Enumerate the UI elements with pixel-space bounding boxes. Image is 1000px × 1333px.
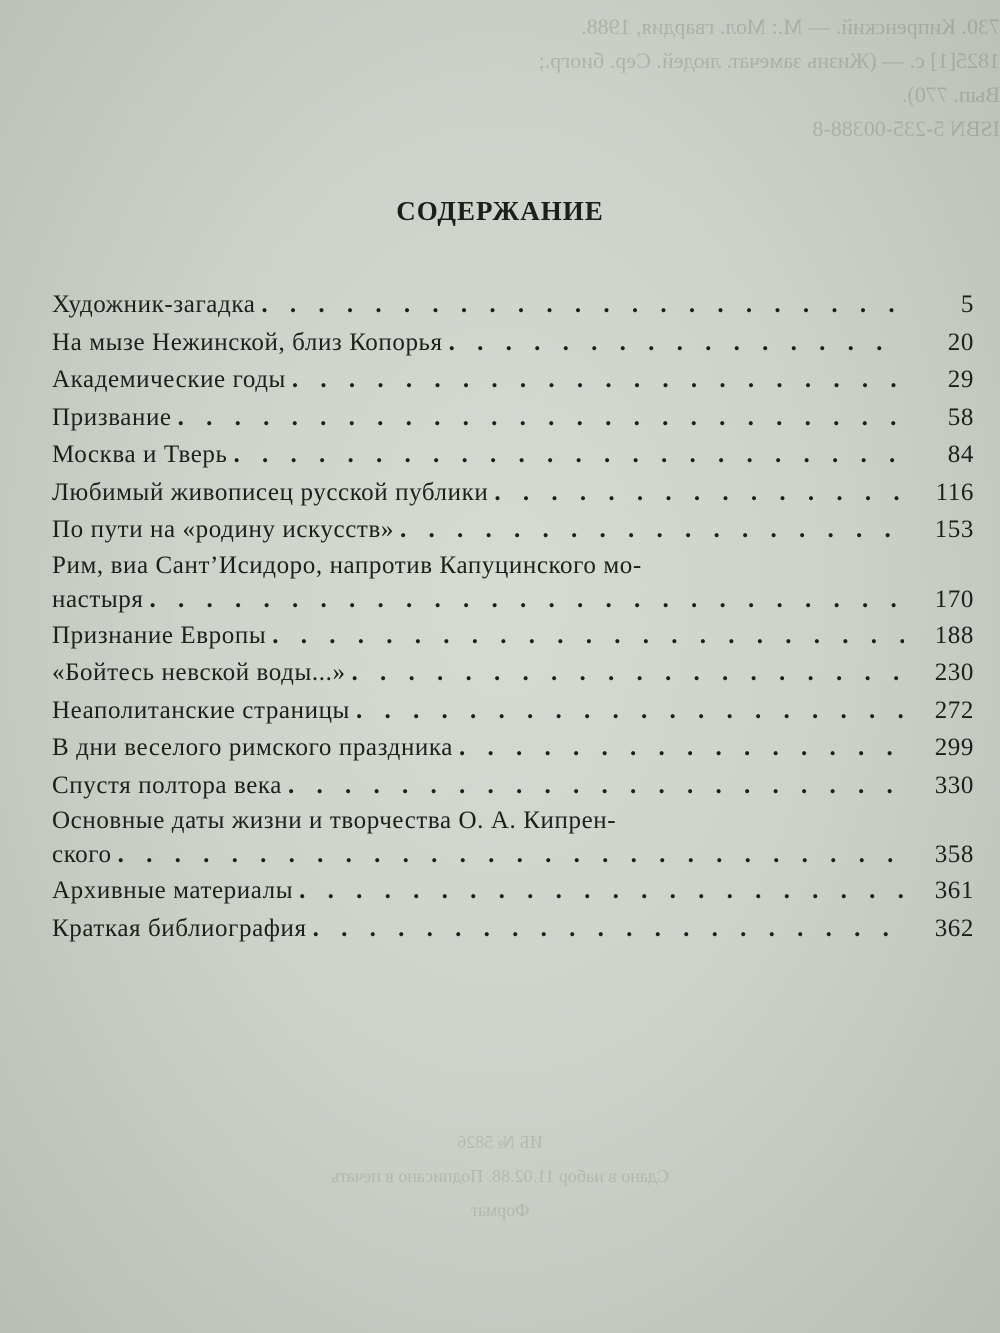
toc-entry-page: 299 bbox=[934, 734, 974, 761]
leader-dots bbox=[234, 436, 904, 474]
toc-entry bbox=[52, 767, 974, 805]
leader-dots bbox=[459, 729, 904, 767]
toc-entry-page: 20 bbox=[947, 328, 974, 356]
toc-entry-page: 188 bbox=[934, 621, 974, 649]
toc-entry-page: 58 bbox=[947, 403, 974, 431]
bleed-line: Формат bbox=[470, 1200, 530, 1220]
leader-dots bbox=[352, 654, 904, 692]
bleed-line: 730. Кипренский. — М.: Мол. гвардия, 1988. bbox=[581, 14, 1000, 39]
toc-entry-page: 153 bbox=[934, 516, 974, 543]
toc-entry-title: Художник-загадка bbox=[52, 291, 256, 318]
toc-entry bbox=[52, 872, 974, 910]
toc-entry bbox=[52, 324, 974, 362]
leader-dots bbox=[292, 361, 904, 399]
leader-dots bbox=[178, 399, 904, 437]
toc-entry bbox=[52, 436, 974, 474]
toc-entry bbox=[52, 692, 974, 730]
toc-entry bbox=[52, 399, 974, 437]
toc-entry-title: Академические годы bbox=[52, 366, 286, 393]
toc-entry-title: Признание Европы bbox=[52, 621, 267, 649]
leader-dots bbox=[288, 767, 904, 805]
leader-dots bbox=[313, 910, 904, 948]
bleed-line: Вып. 770). bbox=[901, 82, 1000, 107]
table-of-contents bbox=[52, 286, 974, 947]
toc-entry-title: В дни веселого римского праздника bbox=[52, 734, 453, 761]
toc-entry-title: «Бойтесь невской воды...» bbox=[52, 659, 346, 686]
toc-entry-title: Основные даты жизни и творчества О. А. Кипрен- bbox=[52, 807, 617, 834]
bleed-through-bottom bbox=[0, 1125, 1000, 1227]
toc-entry-title: Краткая библиография bbox=[52, 914, 307, 942]
bleed-line: ISBN 5-235-00388-8 bbox=[812, 116, 1000, 141]
leader-dots bbox=[299, 872, 904, 910]
toc-entry bbox=[52, 654, 974, 692]
leader-dots bbox=[400, 511, 904, 549]
toc-entry-page: 230 bbox=[934, 659, 974, 686]
toc-entry-page: 358 bbox=[934, 841, 974, 868]
toc-heading: СОДЕРЖАНИЕ bbox=[396, 196, 604, 226]
toc-entry-title: Любимый живописец русской публики bbox=[52, 478, 489, 506]
leader-dots bbox=[150, 583, 905, 617]
leader-dots bbox=[356, 692, 904, 730]
toc-entry-title: Рим, виа Сант’Исидоро, напротив Капуцинского мо- bbox=[52, 551, 642, 579]
toc-entry-page: 116 bbox=[935, 478, 974, 506]
bleed-line: 1825[1] с. — (Жизнь замечат. людей. Сер. биогр.; bbox=[538, 48, 1000, 73]
toc-entry-title: По пути на «родину искусств» bbox=[52, 516, 394, 543]
bleed-line: Сдано в набор 11.02.88. Подписано в печать bbox=[331, 1166, 669, 1186]
toc-entry-page: 330 bbox=[934, 771, 974, 799]
toc-entry bbox=[52, 361, 974, 399]
toc-entry bbox=[52, 617, 974, 655]
bleed-line: ИБ № 5826 bbox=[457, 1132, 543, 1152]
toc-entry-title: Призвание bbox=[52, 403, 172, 431]
toc-entry-page: 362 bbox=[934, 914, 974, 942]
bleed-through-top bbox=[0, 8, 1000, 144]
toc-entry-page: 5 bbox=[960, 291, 974, 318]
toc-entry-page: 170 bbox=[934, 585, 974, 613]
toc-entry-page: 84 bbox=[947, 441, 974, 468]
toc-entry-title-continued: ского bbox=[52, 841, 112, 868]
toc-entry-page: 361 bbox=[934, 877, 974, 904]
leader-dots bbox=[272, 617, 904, 655]
toc-entry bbox=[52, 729, 974, 767]
toc-entry-title: Архивные материалы bbox=[52, 877, 294, 904]
toc-entry bbox=[52, 804, 974, 872]
toc-entry-title: Москва и Тверь bbox=[52, 441, 228, 468]
toc-entry-title: Неаполитанские страницы bbox=[52, 696, 350, 724]
leader-dots bbox=[449, 324, 904, 362]
toc-entry bbox=[52, 474, 974, 512]
toc-entry bbox=[52, 549, 974, 617]
toc-entry-page: 272 bbox=[934, 696, 974, 724]
toc-entry bbox=[52, 286, 974, 324]
toc-entry-page: 29 bbox=[947, 366, 974, 393]
toc-entry-title-continued: настыря bbox=[52, 585, 144, 613]
toc-entry bbox=[52, 910, 974, 948]
toc-entry bbox=[52, 511, 974, 549]
leader-dots bbox=[261, 286, 904, 324]
leader-dots bbox=[118, 838, 904, 872]
leader-dots bbox=[494, 474, 904, 512]
toc-entry-title: Спустя полтора века bbox=[52, 771, 282, 799]
toc-entry-title: На мызе Нежинской, близ Копорья bbox=[52, 328, 443, 356]
